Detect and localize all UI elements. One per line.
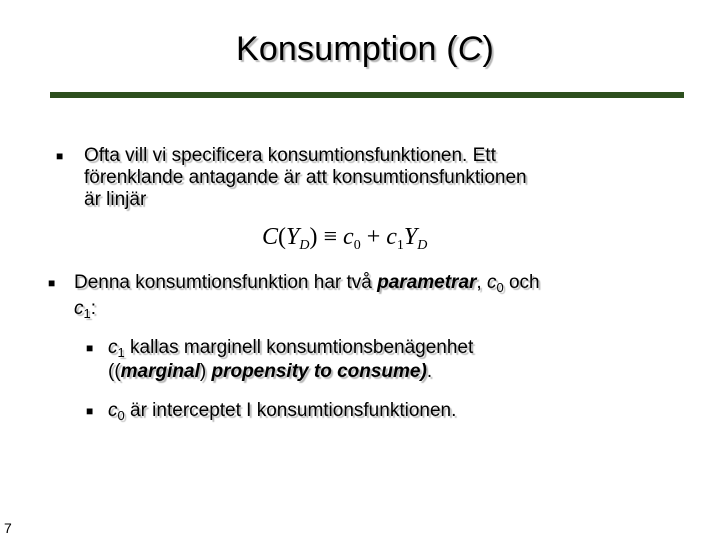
formula-c0: c xyxy=(343,224,354,250)
bullet-square-icon: ■ xyxy=(56,149,64,163)
propensity-term: propensity to consume) xyxy=(211,361,427,382)
formula-y: Y xyxy=(286,224,300,250)
sub-bullet-2 xyxy=(108,400,456,422)
formula-y2: Y xyxy=(403,224,418,250)
formula-c0-sub: 0 xyxy=(353,238,361,253)
c1-subscript: 1 xyxy=(83,306,91,321)
bullet-2-colon: : xyxy=(90,298,97,319)
title-underline xyxy=(50,92,684,98)
sub-bullet-square-icon: ■ xyxy=(86,341,94,355)
sub-bullet-square-icon: ■ xyxy=(86,404,94,418)
open-parens: (( xyxy=(108,361,121,382)
bullet-2-text: Denna konsumtionsfunktion har två xyxy=(74,272,378,293)
bullet-1-line-1: Ofta vill vi specificera konsumtionsfunktionen. Ett xyxy=(84,145,496,166)
c1-subscript: 1 xyxy=(117,345,125,360)
formula-c1-sub: 1 xyxy=(396,238,404,253)
slide-title xyxy=(0,30,720,69)
close-paren: ) xyxy=(199,361,212,382)
formula-d-sub: D xyxy=(299,238,310,253)
bullet-2-och: och xyxy=(503,272,540,293)
bullet-1-line-2: förenklande antagande är att konsumtionsfunktionen xyxy=(84,167,527,188)
c0-symbol: c xyxy=(108,400,118,421)
bullet-2-line-2 xyxy=(74,298,540,320)
formula-equiv: ≡ xyxy=(323,224,338,250)
bullet-1 xyxy=(84,145,527,211)
sub-bullet-2-text: är interceptet I konsumtionsfunktionen. xyxy=(124,400,457,421)
c1-symbol: c xyxy=(108,337,118,358)
c0-subscript: 0 xyxy=(496,280,504,295)
parametrar-term: parametrar xyxy=(377,272,477,293)
c1-symbol: c xyxy=(74,298,84,319)
consumption-function-formula: $C(Y_D) \equiv c_0 + c_1Y_D$ xyxy=(262,224,428,253)
formula-plus: + xyxy=(366,224,381,250)
bullet-2-line-1 xyxy=(74,272,540,294)
sub-bullet-2-line-1 xyxy=(108,400,456,422)
period: . xyxy=(426,361,433,382)
bullet-square-icon: ■ xyxy=(48,276,56,290)
c0-symbol: c xyxy=(486,272,497,293)
marginal-term: marginal xyxy=(120,361,200,382)
formula-c1: c xyxy=(386,224,397,250)
c0-subscript: 0 xyxy=(117,408,125,423)
sub-bullet-1-line-1 xyxy=(108,337,473,359)
formula-d-sub-2: D xyxy=(417,238,428,253)
page-number: 7 xyxy=(4,520,12,536)
sub-bullet-1-line-2 xyxy=(108,361,473,383)
sub-bullet-1-text: kallas marginell konsumtionsbenägenhet xyxy=(124,337,474,358)
title-suffix: ) xyxy=(482,30,495,68)
bullet-2-comma: , xyxy=(476,272,487,293)
formula-c: C xyxy=(262,224,279,250)
title-prefix: Konsumption ( xyxy=(235,30,458,68)
sub-bullet-1 xyxy=(108,337,473,383)
title-variable: C xyxy=(457,30,483,68)
bullet-2 xyxy=(74,272,540,320)
bullet-1-line-3: är linjär xyxy=(84,189,147,210)
